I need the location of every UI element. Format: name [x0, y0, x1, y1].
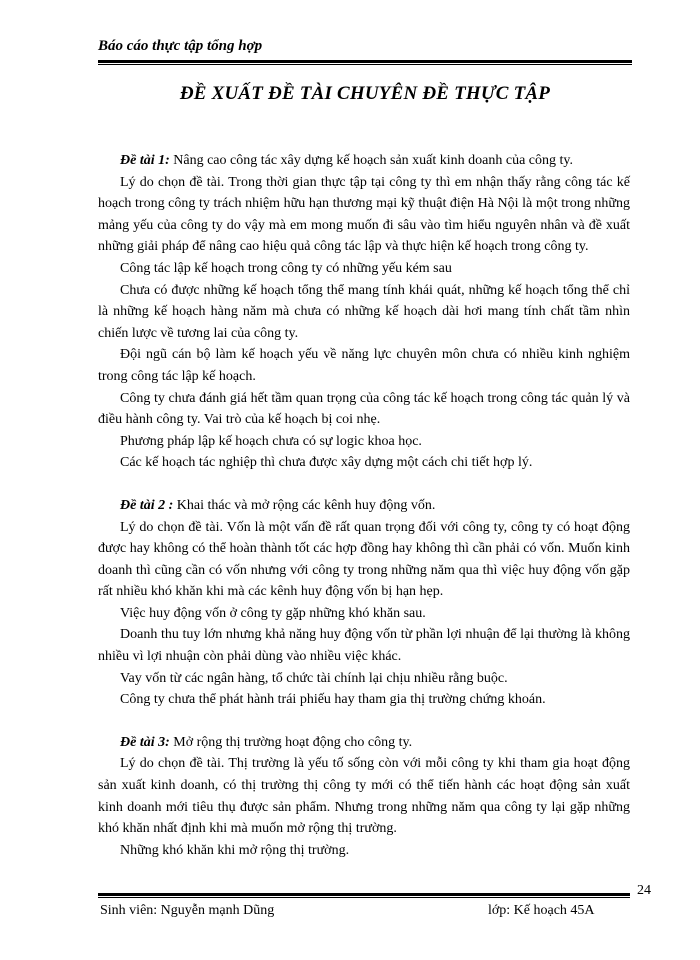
- topic-1-heading: [98, 150, 630, 172]
- paragraph: Công tác lập kế hoạch trong công ty có những yếu kém sau: [120, 260, 452, 276]
- paragraph: Lý do chọn đề tài. Vốn là một vấn đề rất quan trọng đối với công ty, công ty có hoạt động được hay không có thể hoàn thành tốt các hợp đồng hay không thì cần phải có vốn. Muốn kinh doanh thì cũng cần có vốn nhưng với công ty trong những năm qua thì việc huy động vốn gặp rất nhiều khó khăn khi mà các kênh huy động vốn bị hạn hẹp.: [98, 519, 630, 600]
- topic-label: Đề tài 1:: [120, 153, 170, 168]
- paragraph: Lý do chọn đề tài. Trong thời gian thực tập tại công ty thì em nhận thấy rằng công tác kế hoạch trong công ty trách nhiệm hữu hạn thương mại kỹ thuật điện Hà Nội là một trong những mảng yếu của công ty do vậy mà em mong muốn đi sâu vào tìm hiểu nguyên nhân và đề xuất những giải pháp để nâng cao hiệu quả công tác lập và thực hiện kế hoạch trong công ty.: [98, 174, 630, 255]
- paragraph: Doanh thu tuy lớn nhưng khả năng huy động vốn từ phần lợi nhuận để lại thường là không nhiều vì lợi nhuận còn phải dùng vào nhiều việc khác.: [98, 627, 630, 665]
- paragraph: Chưa có được những kế hoạch tổng thể mang tính khái quát, những kế hoạch tổng thể chỉ là những kế hoạch hàng năm mà chưa có những kế hoạch dài hơi mang tính chất tầm nhìn chiến lược về tương lai của công ty.: [98, 282, 630, 341]
- topic-title: Khai thác và mở rộng các kênh huy động vốn.: [173, 497, 436, 513]
- paragraph: Những khó khăn khi mở rộng thị trường.: [120, 842, 350, 858]
- document-body: [98, 150, 630, 861]
- header-divider-thin: [98, 64, 632, 65]
- topic-title: Mở rộng thị trường hoạt động cho công ty.: [169, 734, 413, 750]
- paragraph: Việc huy động vốn ở công ty gặp những khó khăn sau.: [120, 605, 426, 621]
- topic-title: Nâng cao công tác xây dựng kế hoạch sản xuất kinh doanh của công ty.: [169, 153, 573, 168]
- footer-student-name: Sinh viên: Nguyễn mạnh Dũng: [100, 903, 275, 918]
- paragraph: Các kế hoạch tác nghiệp thì chưa được xây dựng một cách chi tiết hợp lý.: [120, 455, 533, 471]
- paragraph: Công ty chưa thể phát hành trái phiếu hay tham gia thị trường chứng khoán.: [120, 692, 546, 708]
- paragraph: Phương pháp lập kế hoạch chưa có sự logic khoa học.: [120, 433, 422, 449]
- footer-divider-thin: [98, 897, 630, 898]
- paragraph: Lý do chọn đề tài. Thị trường là yếu tố sống còn với mỗi công ty khi tham gia hoạt động sản xuất kinh doanh, có thị trường thị công ty mới có thể tiến hành các hoạt động sản xuất kinh doanh mới tiêu thụ được sản phẩm. Nhưng trong những năm qua công ty lại gặp những khó khăn nhất định khi mà muốn mở rộng thị trường.: [98, 756, 630, 837]
- topic-label: Đề tài 2 :: [120, 497, 174, 513]
- topic-3-heading: [98, 732, 630, 754]
- paragraph: Vay vốn từ các ngân hàng, tổ chức tài chính lại chịu nhiều rằng buộc.: [120, 670, 508, 686]
- footer-divider: [98, 893, 630, 896]
- paragraph: Đội ngũ cán bộ làm kế hoạch yếu về năng lực chuyên môn chưa có nhiều kinh nghiệm trong công tác lập kế hoạch.: [98, 347, 630, 384]
- page-title: ĐỀ XUẤT ĐỀ TÀI CHUYÊN ĐỀ THỰC TẬP: [179, 83, 551, 104]
- topic-label: Đề tài 3:: [120, 734, 170, 750]
- page-number: 24: [637, 883, 651, 898]
- footer-class: lớp: Kế hoạch 45A: [488, 903, 595, 918]
- running-header: Báo cáo thực tập tổng hợp: [98, 38, 263, 54]
- paragraph: Công ty chưa đánh giá hết tầm quan trọng của công tác kế hoạch trong công tác quản lý và điều hành công ty. Vai trò của kế hoạch bị coi nhẹ.: [98, 390, 630, 428]
- header-divider: [98, 60, 632, 63]
- topic-2-heading: [98, 495, 630, 517]
